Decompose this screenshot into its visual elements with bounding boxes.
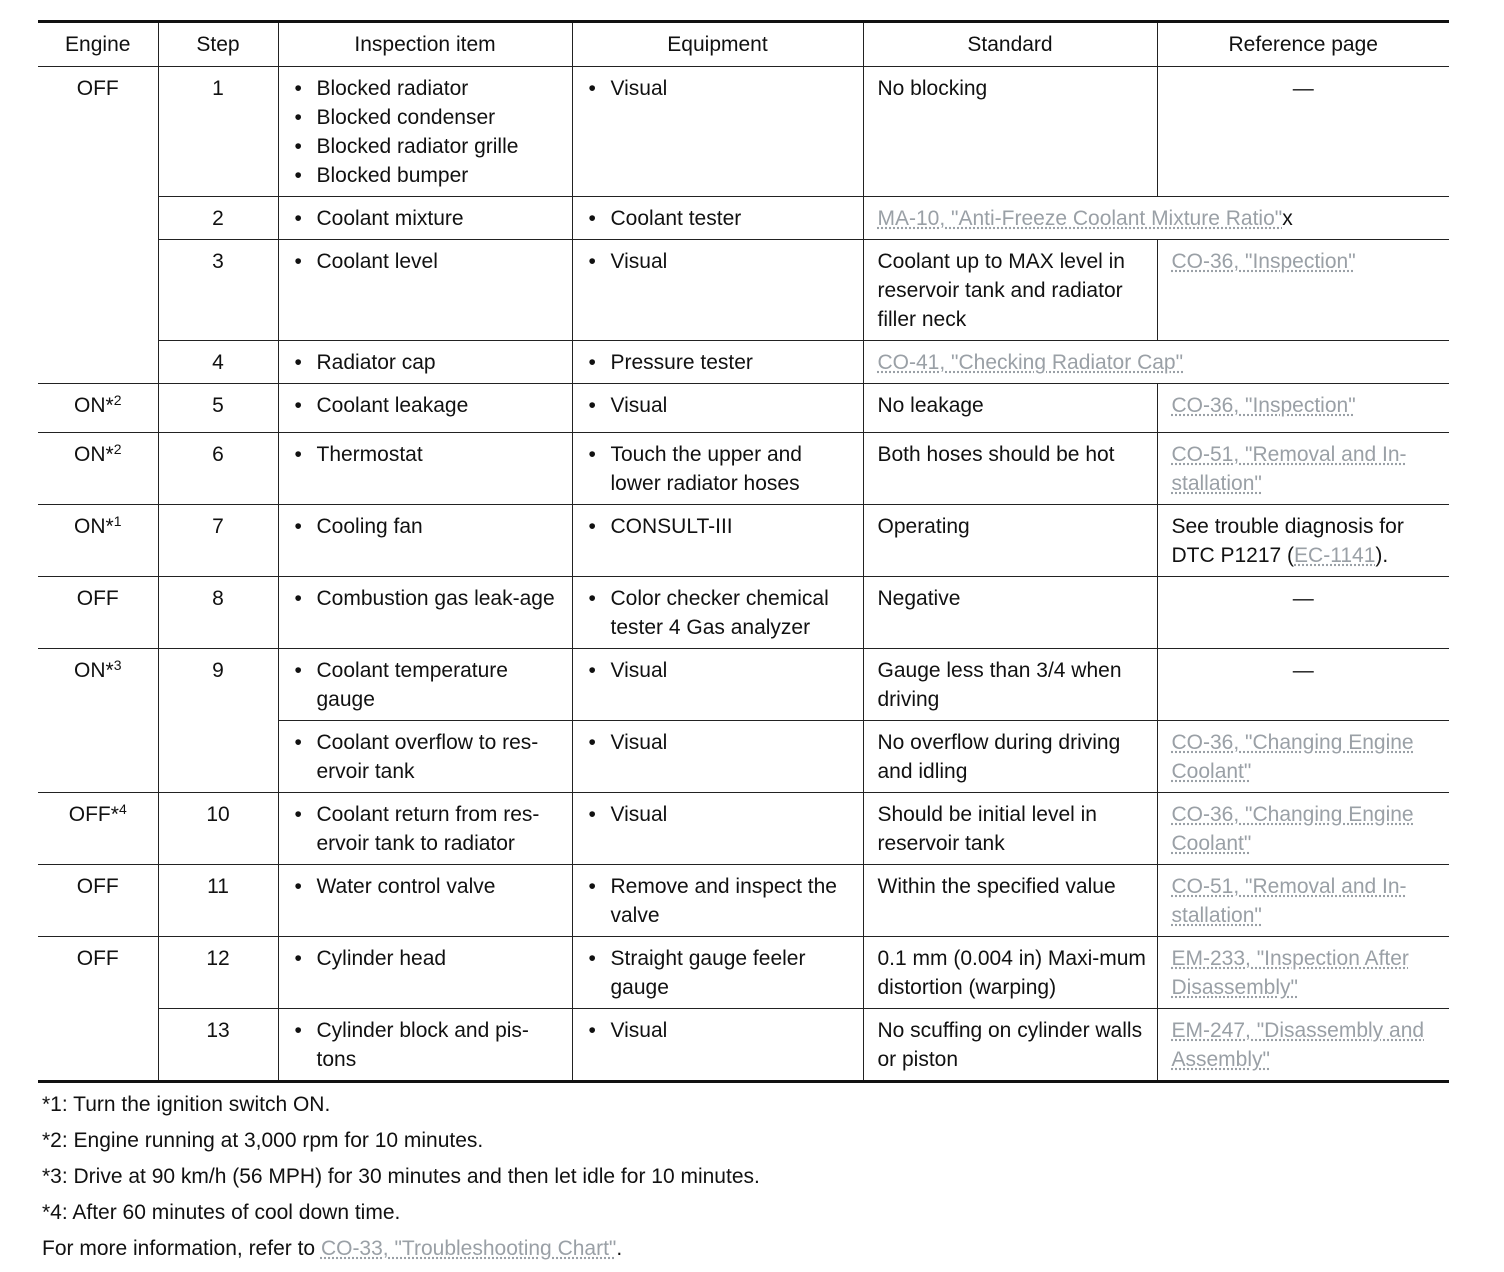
list-item: • Coolant leakage <box>293 391 566 420</box>
standard-cell: Gauge less than 3/4 when driving <box>863 649 1157 721</box>
inspection-table <box>38 20 1449 1083</box>
header-engine: Engine <box>38 22 158 67</box>
inspection-item-cell <box>278 433 572 505</box>
standard-cell: Negative <box>863 577 1157 649</box>
table-row <box>38 937 1449 1009</box>
step-cell: 13 <box>158 1009 278 1082</box>
inspection-item-cell <box>278 1009 572 1082</box>
list-item: • Thermostat <box>293 440 566 469</box>
inspection-item-cell <box>278 865 572 937</box>
inspection-item-cell <box>278 67 572 197</box>
reference-prefix: See trouble diagnosis for DTC P1217 ( <box>1171 515 1404 567</box>
list-item: • Combustion gas leak-age <box>293 584 566 613</box>
reference-cell <box>1157 793 1449 865</box>
standard-cell: Operating <box>863 505 1157 577</box>
reference-cell <box>1157 721 1449 793</box>
reference-link[interactable]: EM-247, "Disassembly and Assembly" <box>1171 1019 1425 1071</box>
more-info-line <box>42 1231 760 1267</box>
step-cell: 10 <box>158 793 278 865</box>
standard-cell: Should be initial level in reservoir tank <box>863 793 1157 865</box>
equipment-cell <box>572 341 863 384</box>
table-row <box>38 505 1449 577</box>
engine-cell <box>38 793 158 865</box>
footnote-marker: 1 <box>113 513 122 529</box>
list-item: • Cylinder block and pis-tons <box>293 1016 566 1074</box>
standard-cell: Coolant up to MAX level in reservoir tank and radiator filler neck <box>863 240 1157 341</box>
reference-cell <box>1157 865 1449 937</box>
reference-suffix: x <box>1282 207 1293 230</box>
troubleshooting-chart-link[interactable]: CO-33, "Troubleshooting Chart" <box>320 1237 617 1260</box>
inspection-item-cell <box>278 721 572 793</box>
list-item: • CONSULT-III <box>587 512 857 541</box>
engine-state: ON* <box>74 443 114 466</box>
standard-cell: No scuffing on cylinder walls or piston <box>863 1009 1157 1082</box>
list-item: • Blocked condenser <box>293 103 566 132</box>
reference-cell <box>1157 937 1449 1009</box>
engine-cell <box>38 433 158 505</box>
reference-cell <box>1157 67 1449 197</box>
footnote-marker: 2 <box>113 441 122 457</box>
more-info-prefix: For more information, refer to <box>42 1237 321 1260</box>
header-equipment: Equipment <box>572 22 863 67</box>
reference-link[interactable]: EC-1141 <box>1294 544 1376 567</box>
footnote-1: *1: Turn the ignition switch ON. <box>42 1093 331 1116</box>
engine-state: ON* <box>74 659 114 682</box>
list-item: • Coolant overflow to res-ervoir tank <box>293 728 566 786</box>
list-item: • Coolant mixture <box>293 204 566 233</box>
inspection-item-cell <box>278 240 572 341</box>
equipment-cell <box>572 433 863 505</box>
footnote-marker: 3 <box>113 657 122 673</box>
step-cell: 1 <box>158 67 278 197</box>
step-cell: 6 <box>158 433 278 505</box>
list-item: • Visual <box>587 800 857 829</box>
footnote-2: *2: Engine running at 3,000 rpm for 10 minutes. <box>42 1129 484 1152</box>
more-info-suffix: . <box>616 1237 623 1260</box>
list-item: • Coolant return from res-ervoir tank to radiator <box>293 800 566 858</box>
footnote-marker: 2 <box>113 392 122 408</box>
reference-dash: — <box>1292 587 1314 610</box>
reference-link[interactable]: CO-51, "Removal and In-stallation" <box>1171 875 1407 927</box>
list-item: • Straight gauge feeler gauge <box>587 944 857 1002</box>
engine-state: ON* <box>74 515 114 538</box>
standard-cell: Within the specified value <box>863 865 1157 937</box>
step-cell: 12 <box>158 937 278 1009</box>
standard-cell: No leakage <box>863 384 1157 433</box>
inspection-item-cell <box>278 341 572 384</box>
reference-link[interactable]: CO-51, "Removal and In-stallation" <box>1171 443 1407 495</box>
reference-link[interactable]: CO-36, "Inspection" <box>1171 394 1356 417</box>
standard-cell: Both hoses should be hot <box>863 433 1157 505</box>
equipment-cell <box>572 384 863 433</box>
list-item: • Visual <box>587 247 857 276</box>
step-cell: 5 <box>158 384 278 433</box>
list-item: • Blocked radiator grille <box>293 132 566 161</box>
footnote-marker: 4 <box>118 801 127 817</box>
standard-reference-cell <box>863 197 1449 240</box>
step-cell: 4 <box>158 341 278 384</box>
equipment-cell <box>572 1009 863 1082</box>
list-item: • Remove and inspect the valve <box>587 872 857 930</box>
list-item: • Blocked radiator <box>293 74 566 103</box>
list-item: • Water control valve <box>293 872 566 901</box>
reference-dash: — <box>1292 659 1314 682</box>
reference-suffix: ). <box>1375 544 1389 567</box>
reference-cell <box>1157 1009 1449 1082</box>
table-row <box>38 865 1449 937</box>
reference-cell <box>1157 649 1449 721</box>
engine-cell <box>38 505 158 577</box>
list-item: • Blocked bumper <box>293 161 566 190</box>
table-row <box>38 341 1449 384</box>
list-item: • Cooling fan <box>293 512 566 541</box>
footnote-3: *3: Drive at 90 km/h (56 MPH) for 30 minutes and then let idle for 10 minutes. <box>42 1165 760 1188</box>
standard-cell: No blocking <box>863 67 1157 197</box>
reference-link[interactable]: MA-10, "Anti-Freeze Coolant Mixture Ratio" <box>877 207 1283 230</box>
step-cell: 3 <box>158 240 278 341</box>
list-item: • Radiator cap <box>293 348 566 377</box>
table-header-row <box>38 22 1449 67</box>
engine-cell <box>38 384 158 433</box>
list-item: • Visual <box>587 74 857 103</box>
table-row <box>38 240 1449 341</box>
table-row <box>38 1009 1449 1082</box>
step-cell: 2 <box>158 197 278 240</box>
reference-cell <box>1157 577 1449 649</box>
reference-link[interactable]: CO-36, "Changing Engine Coolant" <box>1171 803 1414 855</box>
engine-cell <box>38 649 158 793</box>
list-item: • Coolant level <box>293 247 566 276</box>
engine-cell: OFF <box>38 577 158 649</box>
list-item: • Touch the upper and lower radiator hoses <box>587 440 857 498</box>
reference-link[interactable]: CO-36, "Inspection" <box>1171 250 1356 273</box>
engine-cell: OFF <box>38 937 158 1082</box>
header-step: Step <box>158 22 278 67</box>
list-item: • Color checker chemical tester 4 Gas analyzer <box>587 584 857 642</box>
list-item: • Visual <box>587 391 857 420</box>
table-row <box>38 67 1449 197</box>
reference-link[interactable]: CO-41, "Checking Radiator Cap" <box>877 351 1184 374</box>
engine-cell: OFF <box>38 865 158 937</box>
list-item: • Visual <box>587 1016 857 1045</box>
equipment-cell <box>572 577 863 649</box>
reference-cell <box>1157 240 1449 341</box>
footnotes <box>42 1087 760 1267</box>
standard-reference-cell <box>863 341 1449 384</box>
table-row <box>38 433 1449 505</box>
inspection-item-cell <box>278 937 572 1009</box>
equipment-cell <box>572 240 863 341</box>
header-inspection-item: Inspection item <box>278 22 572 67</box>
table-row <box>38 793 1449 865</box>
reference-dash: — <box>1292 77 1314 100</box>
engine-state: ON* <box>74 394 114 417</box>
step-cell: 11 <box>158 865 278 937</box>
header-reference-page: Reference page <box>1157 22 1449 67</box>
inspection-item-cell <box>278 649 572 721</box>
standard-cell: No overflow during driving and idling <box>863 721 1157 793</box>
list-item: • Coolant tester <box>587 204 857 233</box>
step-cell: 9 <box>158 649 278 793</box>
equipment-cell <box>572 505 863 577</box>
inspection-item-cell <box>278 505 572 577</box>
table-row <box>38 649 1449 721</box>
list-item: • Cylinder head <box>293 944 566 973</box>
footnote-4: *4: After 60 minutes of cool down time. <box>42 1201 401 1224</box>
header-standard: Standard <box>863 22 1157 67</box>
equipment-cell <box>572 721 863 793</box>
inspection-item-cell <box>278 793 572 865</box>
engine-state: OFF* <box>68 803 119 826</box>
list-item: • Visual <box>587 728 857 757</box>
inspection-item-cell <box>278 577 572 649</box>
reference-cell <box>1157 505 1449 577</box>
step-cell: 7 <box>158 505 278 577</box>
reference-cell <box>1157 384 1449 433</box>
equipment-cell <box>572 937 863 1009</box>
table-row <box>38 384 1449 433</box>
equipment-cell <box>572 197 863 240</box>
equipment-cell <box>572 793 863 865</box>
list-item: • Coolant temperature gauge <box>293 656 566 714</box>
equipment-cell <box>572 67 863 197</box>
reference-cell <box>1157 433 1449 505</box>
equipment-cell <box>572 649 863 721</box>
step-cell: 8 <box>158 577 278 649</box>
engine-cell: OFF <box>38 67 158 384</box>
reference-link[interactable]: EM-233, "Inspection After Disassembly" <box>1171 947 1409 999</box>
reference-link[interactable]: CO-36, "Changing Engine Coolant" <box>1171 731 1414 783</box>
list-item: • Pressure tester <box>587 348 857 377</box>
inspection-item-cell <box>278 197 572 240</box>
equipment-cell <box>572 865 863 937</box>
table-row <box>38 577 1449 649</box>
list-item: • Visual <box>587 656 857 685</box>
table-row <box>38 197 1449 240</box>
standard-cell: 0.1 mm (0.004 in) Maxi-mum distortion (warping) <box>863 937 1157 1009</box>
inspection-item-cell <box>278 384 572 433</box>
